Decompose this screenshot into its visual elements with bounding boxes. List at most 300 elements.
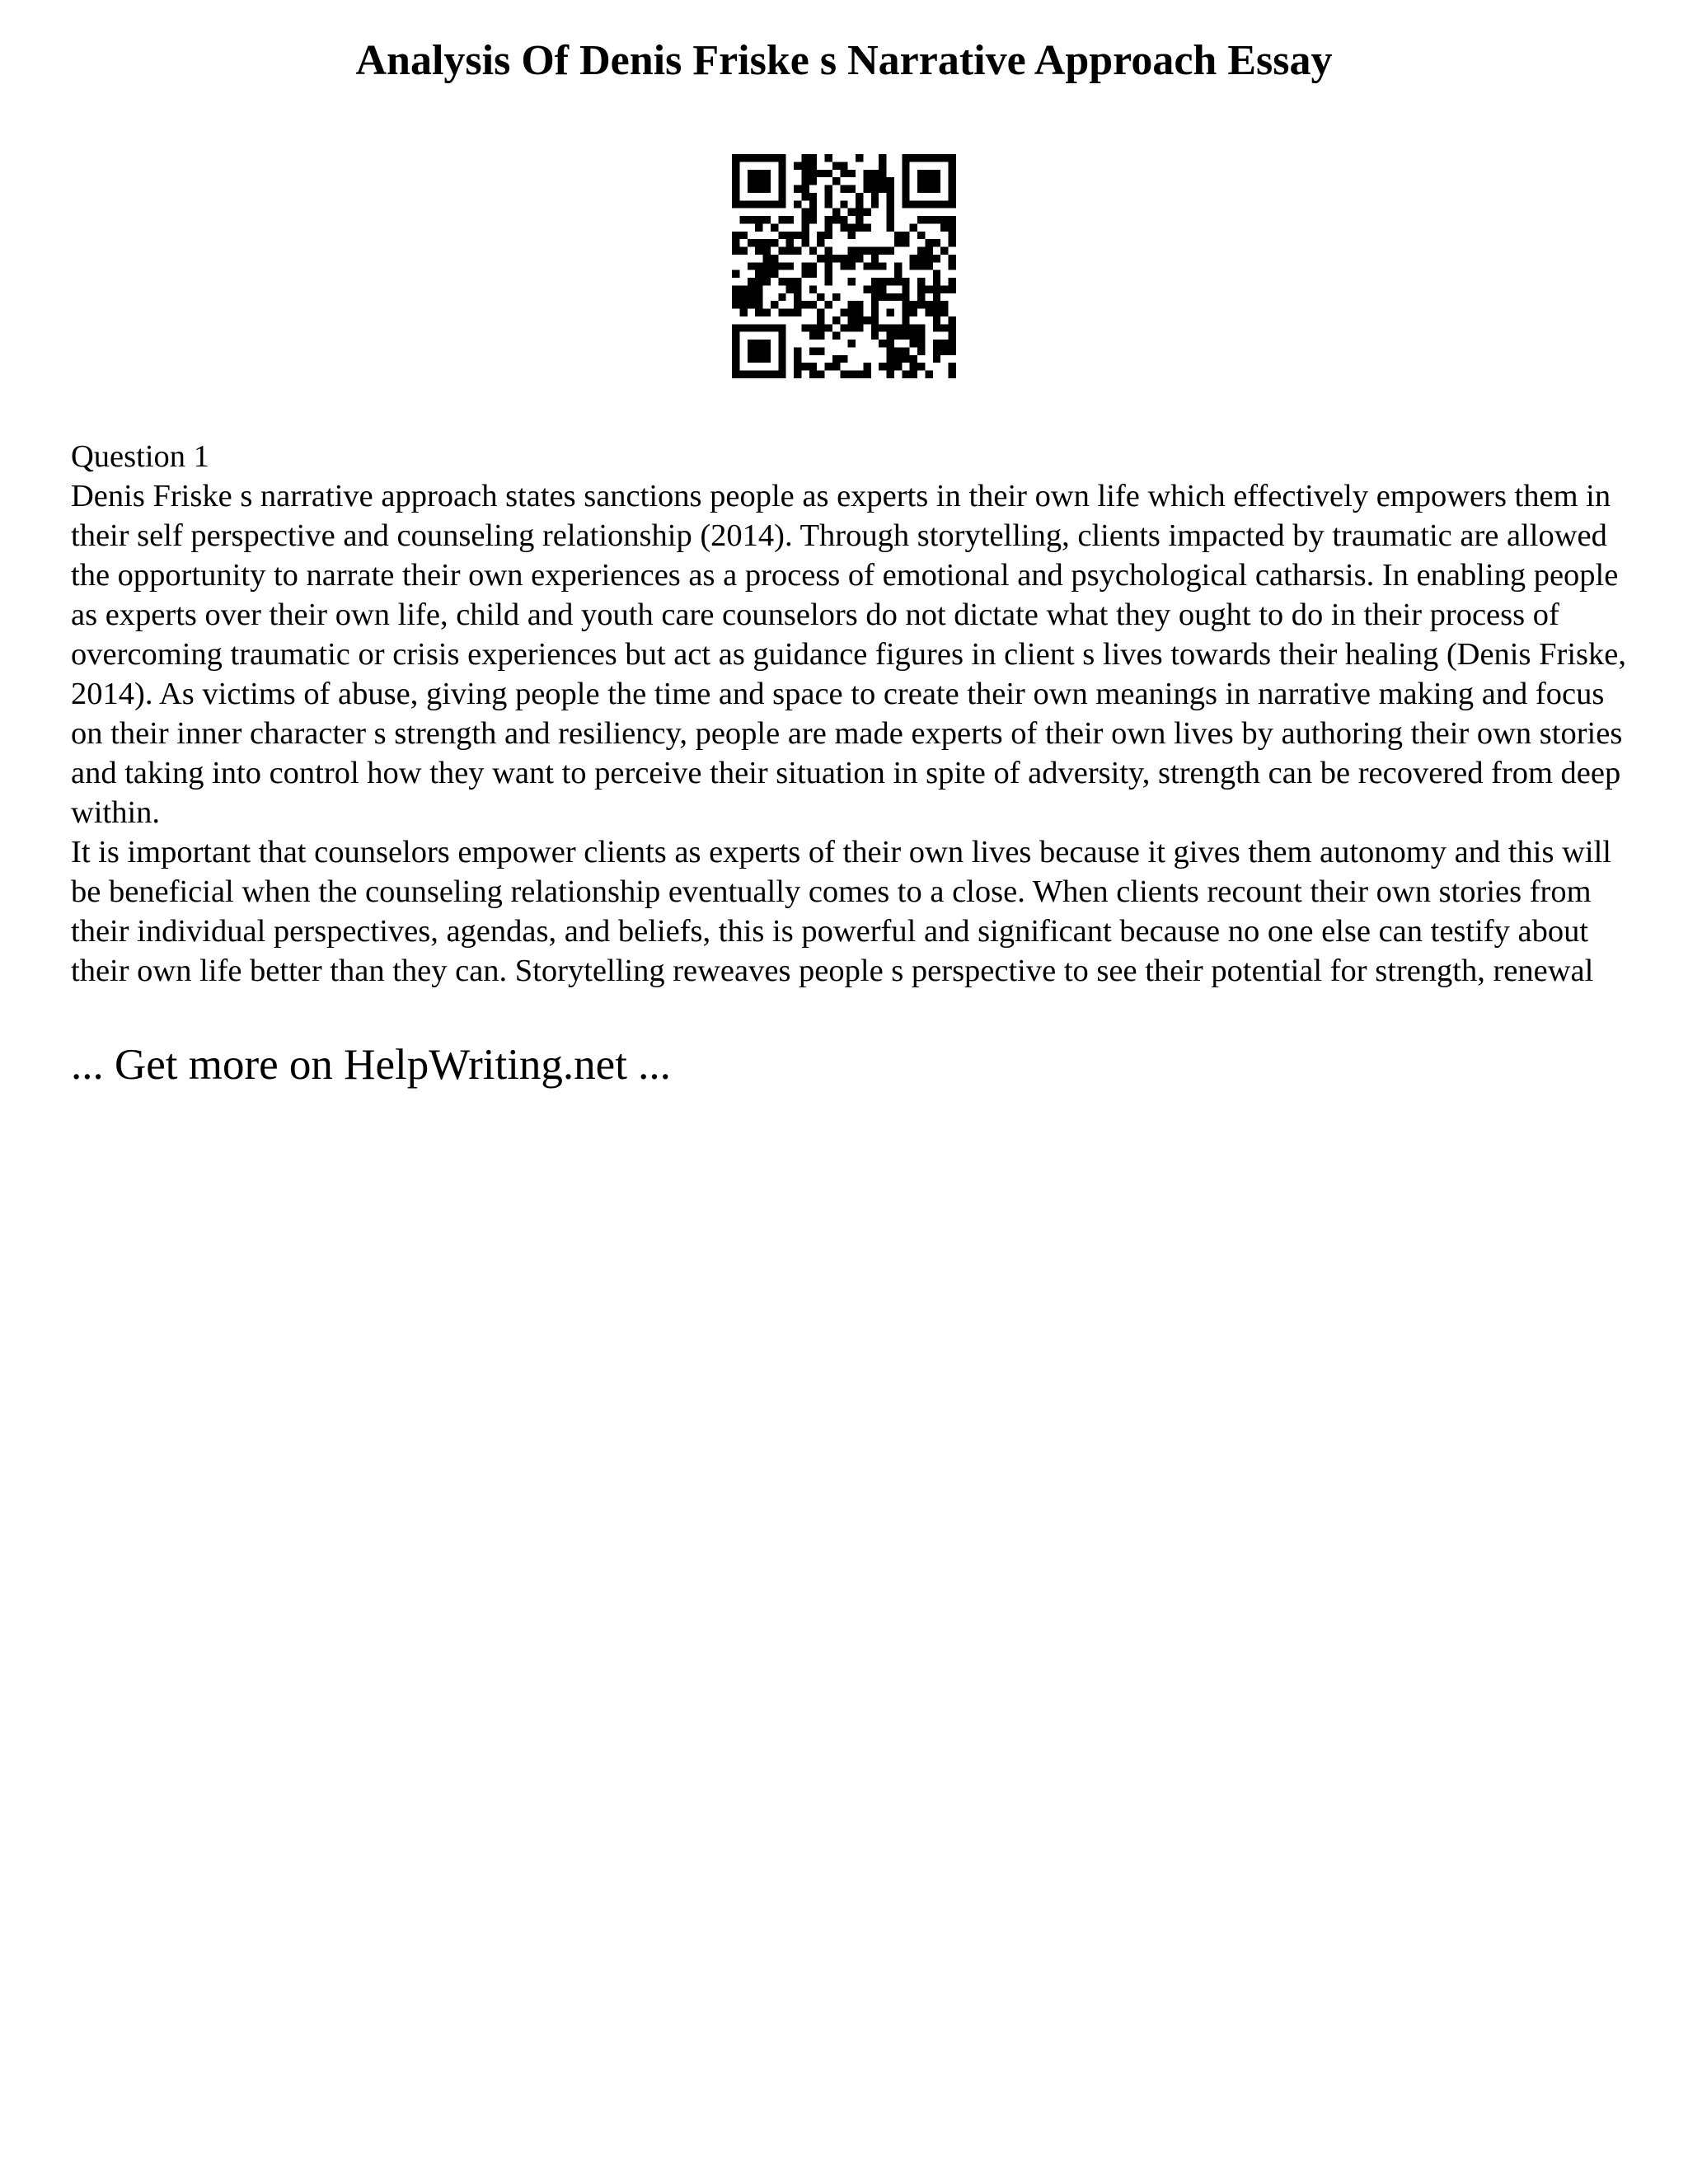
qr-module	[949, 324, 956, 331]
qr-module	[848, 247, 856, 255]
qr-module	[902, 371, 909, 378]
qr-module	[917, 170, 925, 177]
qr-module	[933, 355, 940, 363]
qr-module	[763, 309, 771, 316]
qr-module	[739, 309, 747, 316]
qr-module	[778, 232, 785, 239]
qr-module	[856, 193, 863, 200]
qr-module	[755, 239, 762, 246]
qr-module	[871, 332, 879, 340]
qr-module	[763, 170, 771, 177]
qr-module	[949, 262, 956, 269]
qr-module	[778, 262, 785, 269]
qr-module	[755, 223, 762, 231]
qr-module	[848, 223, 856, 231]
qr-module	[732, 162, 739, 169]
qr-module	[817, 332, 824, 340]
qr-module	[871, 247, 879, 255]
qr-module	[794, 301, 801, 308]
qr-module	[786, 285, 794, 293]
qr-module	[809, 170, 817, 177]
qr-module	[910, 371, 917, 378]
qr-module	[949, 363, 956, 370]
qr-module	[879, 340, 886, 347]
qr-module	[848, 324, 856, 331]
qr-module	[801, 177, 809, 185]
qr-module	[771, 270, 778, 278]
qr-module	[763, 185, 771, 193]
qr-module	[809, 209, 817, 216]
qr-module	[825, 262, 832, 269]
qr-module	[832, 209, 840, 216]
qr-module	[748, 262, 755, 269]
qr-module	[902, 309, 909, 316]
qr-module	[786, 309, 794, 316]
qr-module	[755, 324, 762, 331]
qr-module	[794, 200, 801, 208]
qr-module	[732, 247, 739, 255]
qr-module	[871, 177, 879, 185]
qr-module	[732, 301, 739, 308]
qr-module	[848, 371, 856, 378]
qr-module	[940, 324, 948, 331]
qr-module	[856, 316, 863, 324]
qr-module	[809, 162, 817, 169]
qr-module	[879, 185, 886, 193]
qr-module	[801, 363, 809, 370]
qr-module	[940, 223, 948, 231]
qr-module	[778, 200, 785, 208]
qr-module	[933, 347, 940, 354]
qr-module	[902, 301, 909, 308]
qr-module	[801, 216, 809, 223]
qr-module	[856, 209, 863, 216]
qr-module	[933, 154, 940, 162]
qr-module	[856, 309, 863, 316]
qr-module	[778, 347, 785, 354]
qr-module	[755, 170, 762, 177]
qr-module	[917, 340, 925, 347]
qr-module	[879, 170, 886, 177]
qr-module	[879, 278, 886, 285]
qr-module	[848, 232, 856, 239]
essay-paragraph-2: It is important that counselors empower clients as experts of their own lives because it gives them autonomy and this will be beneficial when the counseling relationship eventually comes to a close. When clients recount their own stories from their individual perspectives, agendas, and beliefs, this is powerful and significant because no one else can testify about their own life better than they can. Storytelling reweaves people s perspective to see their potential for strength, renewal	[71, 835, 1611, 988]
question-heading: Question 1	[71, 439, 209, 474]
qr-module	[778, 371, 785, 378]
qr-module	[887, 347, 894, 354]
qr-module	[771, 200, 778, 208]
qr-module	[933, 301, 940, 308]
qr-module	[763, 239, 771, 246]
qr-module	[848, 316, 856, 324]
qr-module	[748, 285, 755, 293]
qr-module	[732, 232, 739, 239]
qr-module	[832, 177, 840, 185]
qr-module	[949, 239, 956, 246]
qr-module	[739, 154, 747, 162]
qr-module	[755, 247, 762, 255]
qr-module	[871, 324, 879, 331]
qr-module	[925, 216, 932, 223]
qr-module	[794, 347, 801, 354]
qr-module	[848, 309, 856, 316]
qr-module	[949, 162, 956, 169]
qr-module	[917, 301, 925, 308]
qr-module	[940, 301, 948, 308]
qr-module	[902, 232, 909, 239]
qr-module	[933, 316, 940, 324]
qr-module	[917, 285, 925, 293]
qr-module	[739, 232, 747, 239]
qr-module	[917, 363, 925, 370]
qr-module	[732, 193, 739, 200]
qr-module	[778, 340, 785, 347]
qr-module	[763, 154, 771, 162]
qr-module	[763, 270, 771, 278]
qr-module	[801, 193, 809, 200]
qr-module	[940, 285, 948, 293]
qr-module	[863, 262, 870, 269]
qr-module	[910, 262, 917, 269]
qr-module	[755, 177, 762, 185]
qr-module	[925, 285, 932, 293]
qr-module	[801, 223, 809, 231]
qr-module	[755, 200, 762, 208]
qr-module	[801, 232, 809, 239]
qr-module	[949, 332, 956, 340]
qr-module	[748, 177, 755, 185]
qr-module	[840, 324, 847, 331]
qr-module	[848, 209, 856, 216]
qr-module	[902, 154, 909, 162]
qr-module	[840, 255, 847, 262]
qr-module	[949, 216, 956, 223]
qr-module	[871, 293, 879, 301]
qr-module	[902, 177, 909, 185]
qr-module	[879, 324, 886, 331]
qr-module	[771, 239, 778, 246]
qr-module	[809, 301, 817, 308]
qr-module	[801, 324, 809, 331]
qr-module	[840, 223, 847, 231]
qr-module	[817, 255, 824, 262]
qr-module	[856, 324, 863, 331]
qr-module	[825, 363, 832, 370]
qr-module	[871, 255, 879, 262]
qr-module	[917, 278, 925, 285]
qr-module	[755, 216, 762, 223]
qr-module	[825, 255, 832, 262]
qr-module	[763, 324, 771, 331]
qr-module	[825, 301, 832, 308]
qr-module	[848, 170, 856, 177]
qr-module	[887, 363, 894, 370]
qr-module	[894, 270, 902, 278]
qr-module	[755, 301, 762, 308]
qr-module	[925, 309, 932, 316]
qr-module	[940, 154, 948, 162]
qr-module	[840, 185, 847, 193]
qr-module	[902, 200, 909, 208]
qr-module	[732, 340, 739, 347]
qr-module	[778, 162, 785, 169]
qr-module	[801, 185, 809, 193]
qr-module	[894, 262, 902, 269]
qr-module	[732, 154, 739, 162]
qr-module	[863, 170, 870, 177]
qr-module	[917, 262, 925, 269]
qr-module	[817, 371, 824, 378]
qr-module	[856, 247, 863, 255]
qr-module	[809, 270, 817, 278]
qr-module	[739, 247, 747, 255]
qr-module	[856, 223, 863, 231]
qr-module	[755, 285, 762, 293]
qr-module	[755, 347, 762, 354]
qr-module	[949, 347, 956, 354]
qr-module	[732, 332, 739, 340]
qr-module	[778, 293, 785, 301]
qr-module	[739, 371, 747, 378]
qr-module	[902, 316, 909, 324]
qr-module	[794, 247, 801, 255]
qr-module	[794, 363, 801, 370]
qr-module	[809, 324, 817, 331]
qr-module	[801, 209, 809, 216]
qr-module	[748, 278, 755, 285]
qr-module	[778, 363, 785, 370]
qr-module	[917, 185, 925, 193]
qr-module	[933, 200, 940, 208]
qr-module	[894, 293, 902, 301]
qr-module	[856, 200, 863, 208]
qr-module	[832, 316, 840, 324]
qr-module	[786, 232, 794, 239]
qr-module	[940, 216, 948, 223]
qr-module	[925, 185, 932, 193]
qr-module	[786, 278, 794, 285]
qr-module	[840, 262, 847, 269]
qr-module	[887, 355, 894, 363]
qr-module	[925, 154, 932, 162]
qr-module	[933, 293, 940, 301]
qr-module	[771, 255, 778, 262]
qr-module	[887, 332, 894, 340]
qr-module	[848, 278, 856, 285]
qr-module	[910, 309, 917, 316]
qr-module	[910, 223, 917, 231]
qr-module	[832, 255, 840, 262]
qr-module	[902, 185, 909, 193]
qr-module	[856, 255, 863, 262]
qr-module	[949, 232, 956, 239]
qr-module	[949, 340, 956, 347]
qr-module	[887, 209, 894, 216]
qr-module	[917, 200, 925, 208]
qr-module	[778, 355, 785, 363]
qr-module	[809, 332, 817, 340]
qr-module	[894, 355, 902, 363]
qr-module	[732, 177, 739, 185]
qr-module	[801, 270, 809, 278]
qr-module	[917, 293, 925, 301]
qr-module	[755, 293, 762, 301]
qr-module	[825, 216, 832, 223]
qr-module	[879, 285, 886, 293]
qr-module	[871, 193, 879, 200]
qr-module	[794, 371, 801, 378]
qr-module	[809, 371, 817, 378]
qr-module	[771, 371, 778, 378]
qr-module	[871, 285, 879, 293]
qr-module	[778, 278, 785, 285]
qr-module	[887, 177, 894, 185]
qr-module	[887, 278, 894, 285]
qr-module	[817, 170, 824, 177]
qr-module	[894, 347, 902, 354]
qr-module	[917, 255, 925, 262]
qr-module	[801, 162, 809, 169]
qr-module	[925, 200, 932, 208]
qr-module	[739, 293, 747, 301]
qr-module	[910, 363, 917, 370]
qr-module	[894, 232, 902, 239]
qr-module	[771, 301, 778, 308]
qr-module	[933, 340, 940, 347]
qr-module	[863, 177, 870, 185]
qr-module	[801, 301, 809, 308]
qr-module	[755, 355, 762, 363]
qr-module	[933, 185, 940, 193]
qr-module	[910, 355, 917, 363]
qr-module	[739, 285, 747, 293]
qr-module	[732, 185, 739, 193]
qr-module	[778, 324, 785, 331]
qr-module	[786, 216, 794, 223]
qr-module	[748, 200, 755, 208]
qr-module	[917, 177, 925, 185]
qr-module	[856, 301, 863, 308]
qr-module	[940, 247, 948, 255]
qr-module	[748, 239, 755, 246]
qr-module	[894, 278, 902, 285]
qr-module	[771, 223, 778, 231]
qr-module	[902, 162, 909, 169]
qr-module	[794, 278, 801, 285]
qr-module	[732, 170, 739, 177]
qr-module	[809, 216, 817, 223]
qr-module	[840, 371, 847, 378]
qr-module	[778, 193, 785, 200]
qr-module	[879, 293, 886, 301]
qr-module	[949, 285, 956, 293]
qr-module	[871, 278, 879, 285]
qr-module	[949, 223, 956, 231]
qr-module	[949, 170, 956, 177]
qr-module	[933, 239, 940, 246]
qr-code-icon	[732, 154, 956, 378]
qr-module	[832, 162, 840, 169]
qr-module	[732, 293, 739, 301]
qr-module	[809, 262, 817, 269]
qr-module	[902, 355, 909, 363]
qr-module	[940, 309, 948, 316]
qr-module	[771, 324, 778, 331]
qr-module	[879, 154, 886, 162]
qr-module	[856, 216, 863, 223]
essay-body	[71, 437, 1629, 991]
qr-module	[755, 278, 762, 285]
qr-module	[763, 355, 771, 363]
qr-module	[809, 193, 817, 200]
qr-module	[848, 301, 856, 308]
qr-module	[910, 332, 917, 340]
qr-module	[917, 232, 925, 239]
qr-module	[817, 232, 824, 239]
qr-module	[817, 293, 824, 301]
qr-module	[863, 316, 870, 324]
qr-module	[940, 340, 948, 347]
qr-module	[871, 309, 879, 316]
qr-module	[863, 185, 870, 193]
qr-module	[910, 255, 917, 262]
qr-module	[863, 247, 870, 255]
qr-module	[902, 285, 909, 293]
qr-module	[755, 154, 762, 162]
qr-module	[739, 301, 747, 308]
qr-module	[917, 332, 925, 340]
qr-module	[732, 347, 739, 354]
qr-module	[887, 193, 894, 200]
qr-module	[832, 332, 840, 340]
qr-module	[894, 363, 902, 370]
qr-module	[902, 170, 909, 177]
qr-module	[910, 324, 917, 331]
qr-module	[801, 239, 809, 246]
qr-module	[809, 200, 817, 208]
qr-module	[794, 285, 801, 293]
qr-module	[748, 170, 755, 177]
qr-module	[801, 170, 809, 177]
qr-module	[910, 301, 917, 308]
qr-module	[739, 200, 747, 208]
qr-module	[825, 170, 832, 177]
qr-module	[794, 162, 801, 169]
qr-module	[763, 177, 771, 185]
qr-module	[887, 200, 894, 208]
qr-module	[778, 177, 785, 185]
qr-module	[748, 301, 755, 308]
qr-module	[794, 293, 801, 301]
qr-module	[786, 262, 794, 269]
qr-module	[925, 255, 932, 262]
qr-module	[739, 324, 747, 331]
qr-module	[894, 239, 902, 246]
qr-module	[887, 371, 894, 378]
qr-module	[848, 255, 856, 262]
qr-module	[809, 285, 817, 293]
qr-module	[910, 340, 917, 347]
qr-module	[863, 371, 870, 378]
qr-module	[755, 185, 762, 193]
qr-module	[879, 262, 886, 269]
qr-module	[910, 200, 917, 208]
qr-module	[879, 162, 886, 169]
get-more-link[interactable]: ... Get more on HelpWriting.net ...	[71, 1041, 671, 1089]
qr-module	[902, 293, 909, 301]
qr-module	[940, 200, 948, 208]
qr-module	[933, 216, 940, 223]
